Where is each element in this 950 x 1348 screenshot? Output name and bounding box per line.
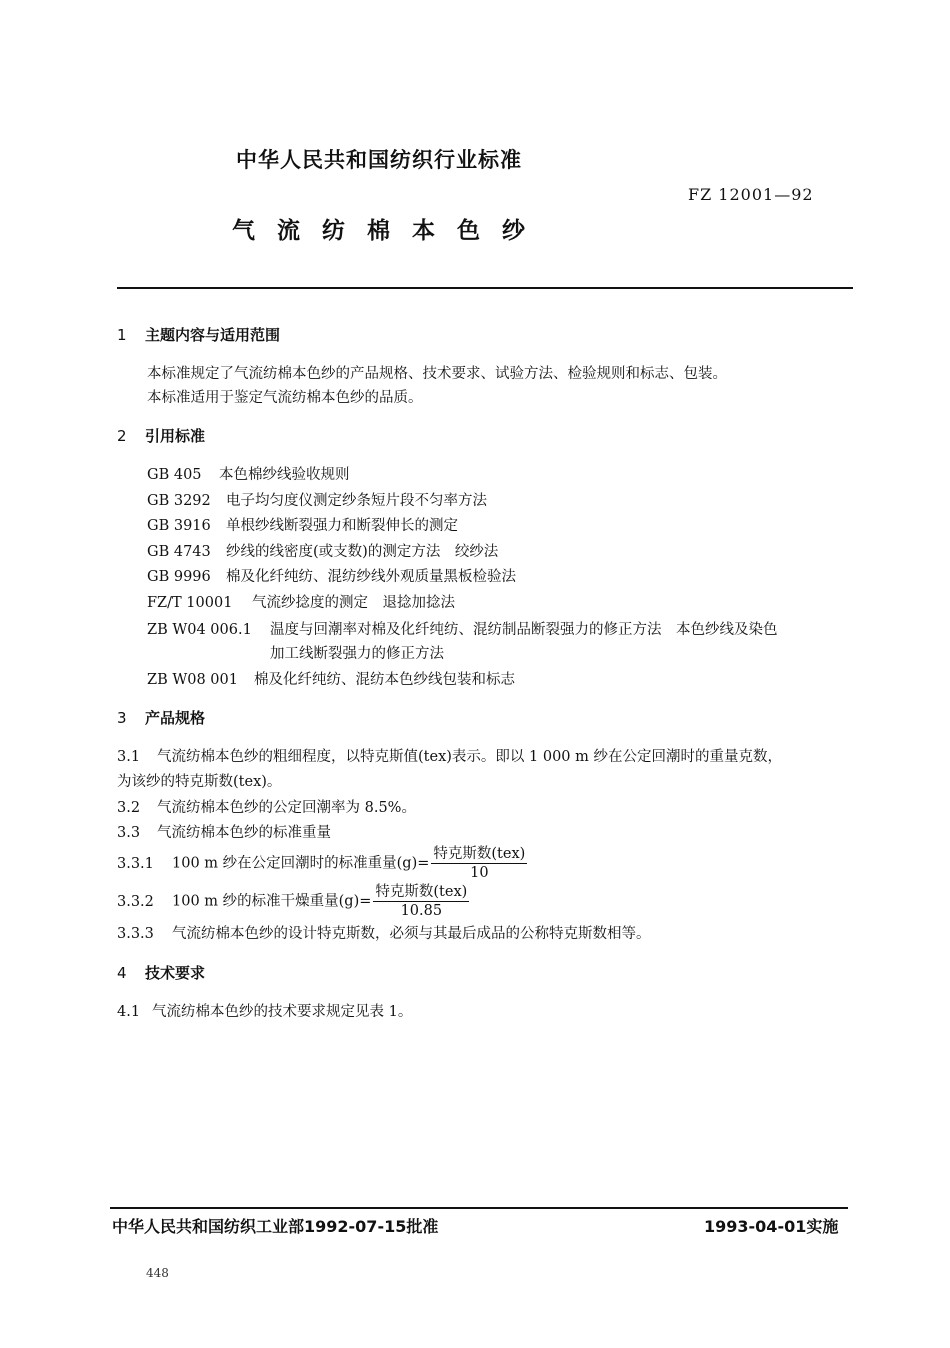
clause-number: 4.1 xyxy=(117,1004,141,1020)
clause-number: 3.3 xyxy=(117,825,141,841)
clause-3-1 xyxy=(117,745,782,766)
clause-3-3-1 xyxy=(117,845,527,882)
section-1-title: 主题内容与适用范围 xyxy=(145,326,281,344)
clause-text: 气流纺棉本色纱的设计特克斯数，必须与其最后成品的公称特克斯数相等。 xyxy=(172,926,651,942)
reference-item xyxy=(147,540,498,561)
reference-code: GB 9996 xyxy=(147,569,211,585)
standard-header: 中华人民共和国纺织行业标准 xyxy=(236,148,522,172)
reference-title: 棉及化纤纯纺、混纺纱线外观质量黑板检验法 xyxy=(226,569,516,585)
formula-fraction xyxy=(431,845,527,882)
reference-code: ZB W04 006.1 xyxy=(147,622,252,638)
clause-text: 100 m 纱的标准干燥重量(g)= xyxy=(172,893,372,910)
section-4-heading xyxy=(117,962,205,983)
footer-divider xyxy=(110,1207,848,1209)
clause-3-3-2 xyxy=(117,883,469,920)
reference-item xyxy=(147,618,778,639)
fraction-numerator: 特克斯数(tex) xyxy=(375,884,468,900)
section-3-title: 产品规格 xyxy=(145,709,206,727)
reference-title: 温度与回潮率对棉及化纤纯纺、混纺制品断裂强力的修正方法 本色纱线及染色 xyxy=(270,622,778,638)
section-1-heading xyxy=(117,324,280,345)
reference-title: 本色棉纱线验收规则 xyxy=(219,467,350,483)
clause-3-3 xyxy=(117,821,331,842)
section-2-title: 引用标准 xyxy=(145,427,206,445)
formula-fraction xyxy=(373,883,469,920)
fraction-numerator: 特克斯数(tex) xyxy=(433,846,526,862)
section-3-number: 3 xyxy=(117,709,127,727)
document-title: 气流纺棉本色纱 xyxy=(232,218,547,244)
clause-number: 3.3.1 xyxy=(117,855,154,872)
clause-number: 3.3.2 xyxy=(117,893,154,910)
clause-text: 气流纺棉本色纱的标准重量 xyxy=(157,825,331,841)
page-number: 448 xyxy=(146,1266,169,1280)
clause-text: 气流纺棉本色纱的粗细程度，以特克斯值(tex)表示。即以 1 000 m 纱在公定回潮时的重量克数， xyxy=(157,749,782,765)
header-divider xyxy=(117,287,853,289)
reference-title: 单根纱线断裂强力和断裂伸长的测定 xyxy=(226,518,458,534)
reference-item xyxy=(147,463,350,484)
approval-statement: 中华人民共和国纺织工业部1992-07-15批准 xyxy=(112,1217,439,1236)
clause-3-2 xyxy=(117,796,416,817)
section-4-number: 4 xyxy=(117,964,127,982)
clause-number: 3.1 xyxy=(117,749,141,765)
reference-item xyxy=(147,565,516,586)
reference-code: GB 3916 xyxy=(147,518,211,534)
effective-date: 1993-04-01实施 xyxy=(704,1217,839,1236)
reference-item xyxy=(147,489,487,510)
reference-item xyxy=(147,591,455,612)
reference-code: FZ/T 10001 xyxy=(147,595,233,611)
reference-code: ZB W08 001 xyxy=(147,672,238,688)
clause-4-1 xyxy=(117,1000,412,1021)
clause-3-3-3 xyxy=(117,922,651,943)
section-3-heading xyxy=(117,707,205,728)
section-1-number: 1 xyxy=(117,326,127,344)
section-4-title: 技术要求 xyxy=(145,964,206,982)
clause-text: 100 m 纱在公定回潮时的标准重量(g)= xyxy=(172,855,430,872)
section-2-number: 2 xyxy=(117,427,127,445)
reference-code: GB 3292 xyxy=(147,493,211,509)
reference-title: 电子均匀度仪测定纱条短片段不匀率方法 xyxy=(226,493,487,509)
reference-title: 纱线的线密度(或支数)的测定方法 绞纱法 xyxy=(226,544,499,560)
reference-title: 棉及化纤纯纺、混纺本色纱线包装和标志 xyxy=(254,672,515,688)
reference-item xyxy=(147,514,458,535)
fraction-denominator: 10.85 xyxy=(400,903,443,919)
reference-title: 气流纱捻度的测定 退捻加捻法 xyxy=(252,595,455,611)
clause-number: 3.3.3 xyxy=(117,926,154,942)
reference-item xyxy=(147,668,515,689)
standard-code: FZ 12001—92 xyxy=(688,185,814,204)
reference-item-continued: 加工线断裂强力的修正方法 xyxy=(270,646,444,662)
section-1-para-1: 本标准规定了气流纺棉本色纱的产品规格、技术要求、试验方法、检验规则和标志、包装。 xyxy=(147,366,727,382)
clause-number: 3.2 xyxy=(117,800,141,816)
reference-code: GB 405 xyxy=(147,467,202,483)
fraction-denominator: 10 xyxy=(470,865,489,881)
section-2-heading xyxy=(117,425,205,446)
clause-3-1-continued: 为该纱的特克斯数(tex)。 xyxy=(117,774,282,790)
clause-text: 气流纺棉本色纱的公定回潮率为 8.5%。 xyxy=(157,800,416,816)
section-1-para-2: 本标准适用于鉴定气流纺棉本色纱的品质。 xyxy=(147,390,423,406)
reference-code: GB 4743 xyxy=(147,544,211,560)
clause-text: 气流纺棉本色纱的技术要求规定见表 1。 xyxy=(152,1004,413,1020)
